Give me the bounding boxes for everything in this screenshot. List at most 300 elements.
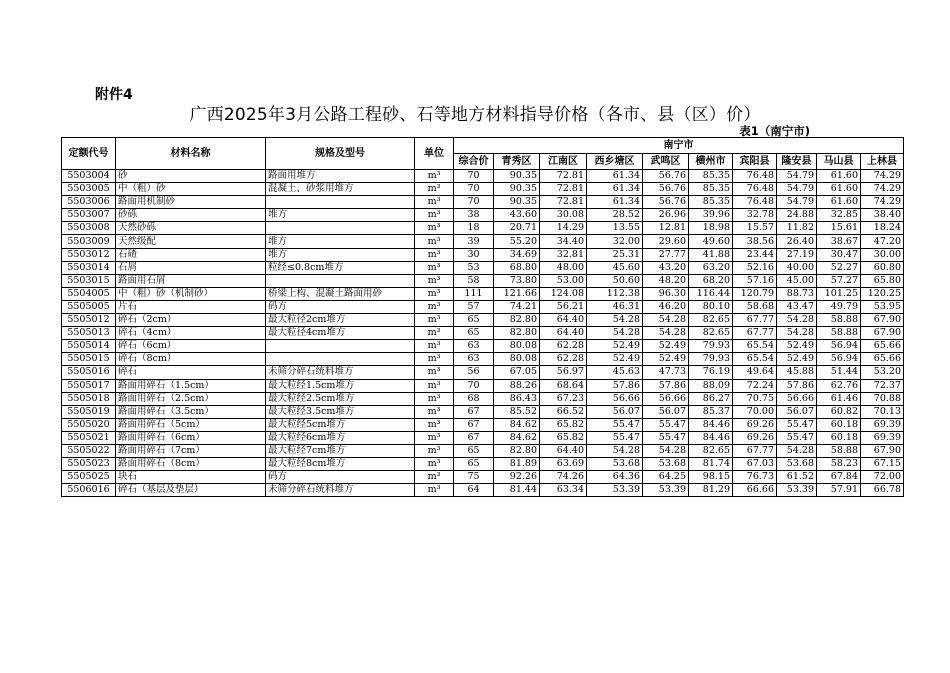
cell-spec: 路面用堆方	[266, 170, 415, 183]
cell-price: 65	[454, 458, 494, 471]
cell-unit: m³	[415, 196, 454, 209]
table-row	[62, 327, 904, 340]
document-title: 广西2025年3月公路工程砂、石等地方材料指导价格（各市、县（区）价）	[189, 105, 761, 125]
cell-price: 63.34	[540, 484, 587, 497]
cell-price: 70	[454, 183, 494, 196]
cell-name: 砂	[116, 170, 266, 183]
cell-price: 57.16	[733, 274, 777, 287]
cell-price: 65.66	[861, 353, 904, 366]
table-body	[62, 170, 904, 497]
cell-unit: m³	[415, 209, 454, 222]
cell-price: 67.84	[817, 471, 861, 484]
header-row-1	[62, 138, 904, 154]
cell-code: 5503005	[62, 183, 116, 196]
cell-price: 27.77	[643, 248, 689, 261]
header-column: 西乡塘区	[587, 154, 643, 170]
cell-unit: m³	[415, 458, 454, 471]
cell-price: 116.44	[689, 287, 733, 300]
cell-price: 56.76	[643, 170, 689, 183]
cell-price: 60.80	[861, 261, 904, 274]
cell-spec: 最大粒径4cm堆方	[266, 327, 415, 340]
cell-price: 45.00	[777, 274, 817, 287]
cell-price: 79.93	[689, 340, 733, 353]
cell-price: 15.61	[817, 222, 861, 235]
cell-price: 38.56	[733, 235, 777, 248]
cell-price: 30.47	[817, 248, 861, 261]
cell-price: 61.34	[587, 183, 643, 196]
cell-price: 63.69	[540, 458, 587, 471]
cell-price: 80.08	[494, 340, 540, 353]
cell-price: 28.52	[587, 209, 643, 222]
cell-price: 54.28	[777, 327, 817, 340]
cell-price: 69.26	[733, 418, 777, 431]
cell-price: 58.88	[817, 327, 861, 340]
table-row	[62, 418, 904, 431]
cell-price: 67.90	[861, 314, 904, 327]
cell-price: 46.31	[587, 300, 643, 313]
cell-price: 67	[454, 418, 494, 431]
cell-price: 53.68	[777, 458, 817, 471]
cell-price: 82.65	[689, 314, 733, 327]
header-column: 上林县	[861, 154, 904, 170]
header-column: 隆安县	[777, 154, 817, 170]
header-column: 横州市	[689, 154, 733, 170]
cell-price: 62.76	[817, 379, 861, 392]
cell-price: 53.95	[861, 300, 904, 313]
cell-price: 57.86	[643, 379, 689, 392]
cell-spec	[266, 196, 415, 209]
cell-spec	[266, 353, 415, 366]
cell-unit: m³	[415, 235, 454, 248]
price-table	[61, 137, 904, 497]
cell-name: 碎石（4cm）	[116, 327, 266, 340]
cell-price: 84.62	[494, 431, 540, 444]
cell-price: 54.28	[587, 314, 643, 327]
cell-price: 30.00	[861, 248, 904, 261]
cell-price: 67	[454, 431, 494, 444]
cell-name: 碎石	[116, 366, 266, 379]
cell-name: 路面用碎石（3.5cm）	[116, 405, 266, 418]
cell-price: 25.31	[587, 248, 643, 261]
cell-price: 62.28	[540, 340, 587, 353]
cell-price: 62.28	[540, 353, 587, 366]
cell-price: 14.29	[540, 222, 587, 235]
cell-code: 5505012	[62, 314, 116, 327]
cell-price: 55.47	[777, 431, 817, 444]
cell-price: 46.20	[643, 300, 689, 313]
cell-price: 84.46	[689, 431, 733, 444]
cell-spec: 未筛分碎石统料堆方	[266, 484, 415, 497]
header-column: 马山县	[817, 154, 861, 170]
cell-price: 54.28	[643, 314, 689, 327]
cell-price: 64.36	[587, 471, 643, 484]
cell-unit: m³	[415, 287, 454, 300]
cell-price: 66.78	[861, 484, 904, 497]
cell-spec: 堆方	[266, 235, 415, 248]
cell-price: 85.37	[689, 405, 733, 418]
header-column: 青秀区	[494, 154, 540, 170]
table-row	[62, 353, 904, 366]
cell-unit: m³	[415, 379, 454, 392]
cell-code: 5504005	[62, 287, 116, 300]
cell-price: 67.23	[540, 392, 587, 405]
cell-unit: m³	[415, 327, 454, 340]
cell-name: 块石	[116, 471, 266, 484]
cell-name: 砂砾	[116, 209, 266, 222]
cell-price: 65	[454, 314, 494, 327]
cell-price: 49.79	[817, 300, 861, 313]
cell-price: 64.40	[540, 314, 587, 327]
cell-price: 85.35	[689, 196, 733, 209]
cell-name: 石屑	[116, 261, 266, 274]
cell-price: 32.85	[817, 209, 861, 222]
cell-code: 5505013	[62, 327, 116, 340]
cell-code: 5503015	[62, 274, 116, 287]
cell-price: 34.69	[494, 248, 540, 261]
cell-price: 70	[454, 196, 494, 209]
cell-price: 66.66	[733, 484, 777, 497]
cell-price: 72.00	[861, 471, 904, 484]
cell-price: 76.73	[733, 471, 777, 484]
cell-price: 65.82	[540, 431, 587, 444]
cell-price: 90.35	[494, 196, 540, 209]
cell-name: 路面用碎石（2.5cm）	[116, 392, 266, 405]
cell-spec: 未筛分碎石统料堆方	[266, 366, 415, 379]
cell-unit: m³	[415, 392, 454, 405]
cell-unit: m³	[415, 418, 454, 431]
cell-name: 路面用碎石（1.5cm）	[116, 379, 266, 392]
cell-price: 56.66	[643, 392, 689, 405]
cell-price: 58.88	[817, 314, 861, 327]
cell-name: 路面用碎石（8cm）	[116, 458, 266, 471]
cell-price: 75	[454, 471, 494, 484]
cell-price: 69.26	[733, 431, 777, 444]
cell-unit: m³	[415, 170, 454, 183]
cell-price: 53.20	[861, 366, 904, 379]
cell-price: 47.73	[643, 366, 689, 379]
cell-price: 32.00	[587, 235, 643, 248]
table-row	[62, 405, 904, 418]
cell-price: 56.07	[587, 405, 643, 418]
cell-price: 72.24	[733, 379, 777, 392]
cell-price: 56	[454, 366, 494, 379]
cell-price: 32.81	[540, 248, 587, 261]
cell-name: 碎石（基层及垫层）	[116, 484, 266, 497]
cell-price: 86.27	[689, 392, 733, 405]
cell-price: 60.18	[817, 418, 861, 431]
cell-spec: 最大粒经3.5cm堆方	[266, 405, 415, 418]
header-unit: 单位	[415, 138, 454, 170]
header-column: 宾阳县	[733, 154, 777, 170]
table-row	[62, 484, 904, 497]
cell-price: 52.49	[587, 353, 643, 366]
cell-price: 55.47	[643, 418, 689, 431]
cell-price: 61.34	[587, 170, 643, 183]
cell-code: 5505017	[62, 379, 116, 392]
cell-price: 54.28	[777, 444, 817, 457]
cell-price: 32.78	[733, 209, 777, 222]
table-row	[62, 170, 904, 183]
cell-spec: 最大粒经7cm堆方	[266, 444, 415, 457]
cell-price: 30.08	[540, 209, 587, 222]
cell-name: 中（粗）砂（机制砂）	[116, 287, 266, 300]
cell-spec: 混凝土、砂浆用堆方	[266, 183, 415, 196]
table-row	[62, 366, 904, 379]
cell-price: 101.25	[817, 287, 861, 300]
cell-price: 69.39	[861, 418, 904, 431]
cell-price: 52.49	[777, 340, 817, 353]
cell-price: 85.35	[689, 170, 733, 183]
cell-price: 57.86	[777, 379, 817, 392]
cell-price: 50.60	[587, 274, 643, 287]
cell-price: 82.80	[494, 444, 540, 457]
cell-code: 5505020	[62, 418, 116, 431]
cell-spec	[266, 340, 415, 353]
cell-price: 58.23	[817, 458, 861, 471]
cell-price: 53.68	[587, 458, 643, 471]
cell-price: 24.88	[777, 209, 817, 222]
cell-spec: 最大粒经8cm堆方	[266, 458, 415, 471]
cell-price: 73.80	[494, 274, 540, 287]
cell-price: 54.79	[777, 196, 817, 209]
cell-code: 5505015	[62, 353, 116, 366]
cell-price: 61.60	[817, 183, 861, 196]
cell-spec: 堆方	[266, 248, 415, 261]
cell-unit: m³	[415, 353, 454, 366]
cell-price: 49.64	[733, 366, 777, 379]
cell-price: 52.49	[587, 340, 643, 353]
cell-price: 54.28	[587, 327, 643, 340]
cell-price: 64.25	[643, 471, 689, 484]
cell-name: 天然砂砾	[116, 222, 266, 235]
cell-name: 路面用机制砂	[116, 196, 266, 209]
cell-price: 56.97	[540, 366, 587, 379]
table-row	[62, 444, 904, 457]
cell-price: 67.77	[733, 327, 777, 340]
cell-price: 88.09	[689, 379, 733, 392]
cell-name: 碎石（6cm）	[116, 340, 266, 353]
cell-code: 5503014	[62, 261, 116, 274]
cell-price: 54.28	[643, 444, 689, 457]
table-row	[62, 274, 904, 287]
cell-spec: 最大粒经5cm堆方	[266, 418, 415, 431]
cell-price: 43.20	[643, 261, 689, 274]
cell-spec	[266, 222, 415, 235]
cell-price: 90.35	[494, 170, 540, 183]
cell-price: 76.48	[733, 183, 777, 196]
table-row	[62, 314, 904, 327]
table-row	[62, 248, 904, 261]
cell-price: 67	[454, 405, 494, 418]
cell-price: 88.73	[777, 287, 817, 300]
cell-name: 路面用石屑	[116, 274, 266, 287]
cell-price: 54.79	[777, 183, 817, 196]
cell-price: 124.08	[540, 287, 587, 300]
cell-price: 45.60	[587, 261, 643, 274]
cell-name: 碎石（8cm）	[116, 353, 266, 366]
cell-code: 5506016	[62, 484, 116, 497]
cell-unit: m³	[415, 444, 454, 457]
cell-price: 15.57	[733, 222, 777, 235]
cell-price: 45.63	[587, 366, 643, 379]
cell-spec: 最大粒经6cm堆方	[266, 431, 415, 444]
cell-price: 81.74	[689, 458, 733, 471]
cell-price: 45.88	[777, 366, 817, 379]
cell-name: 中（粗）砂	[116, 183, 266, 196]
cell-price: 48.00	[540, 261, 587, 274]
cell-unit: m³	[415, 431, 454, 444]
cell-name: 石碴	[116, 248, 266, 261]
cell-price: 58.68	[733, 300, 777, 313]
cell-price: 54.28	[587, 444, 643, 457]
cell-price: 67.15	[861, 458, 904, 471]
cell-code: 5505022	[62, 444, 116, 457]
table-row	[62, 300, 904, 313]
cell-price: 56.66	[587, 392, 643, 405]
cell-price: 52.49	[777, 353, 817, 366]
cell-price: 70	[454, 170, 494, 183]
cell-price: 86.43	[494, 392, 540, 405]
table-row	[62, 392, 904, 405]
cell-price: 74.29	[861, 196, 904, 209]
cell-code: 5503007	[62, 209, 116, 222]
cell-price: 52.16	[733, 261, 777, 274]
cell-price: 55.47	[777, 418, 817, 431]
cell-price: 56.94	[817, 353, 861, 366]
cell-price: 111	[454, 287, 494, 300]
cell-price: 58	[454, 274, 494, 287]
cell-unit: m³	[415, 484, 454, 497]
header-region: 南宁市	[454, 138, 904, 154]
cell-price: 57	[454, 300, 494, 313]
cell-price: 38.40	[861, 209, 904, 222]
cell-price: 63.20	[689, 261, 733, 274]
cell-price: 52.49	[643, 353, 689, 366]
cell-price: 81.29	[689, 484, 733, 497]
cell-price: 38.67	[817, 235, 861, 248]
cell-price: 40.00	[777, 261, 817, 274]
cell-price: 64.40	[540, 327, 587, 340]
cell-spec	[266, 274, 415, 287]
cell-price: 56.76	[643, 183, 689, 196]
cell-price: 56.07	[777, 405, 817, 418]
cell-price: 68.80	[494, 261, 540, 274]
cell-price: 43.47	[777, 300, 817, 313]
cell-name: 路面用碎石（5cm）	[116, 418, 266, 431]
cell-price: 72.81	[540, 183, 587, 196]
cell-price: 74.26	[540, 471, 587, 484]
cell-price: 80.08	[494, 353, 540, 366]
cell-price: 30	[454, 248, 494, 261]
cell-price: 70.00	[733, 405, 777, 418]
cell-code: 5505016	[62, 366, 116, 379]
header-column: 武鸣区	[643, 154, 689, 170]
cell-unit: m³	[415, 471, 454, 484]
cell-price: 64.40	[540, 444, 587, 457]
cell-price: 47.20	[861, 235, 904, 248]
cell-price: 68.20	[689, 274, 733, 287]
cell-price: 65	[454, 327, 494, 340]
cell-unit: m³	[415, 222, 454, 235]
cell-spec: 桥梁上构、混凝土路面用砂	[266, 287, 415, 300]
cell-price: 67.77	[733, 444, 777, 457]
cell-price: 82.65	[689, 444, 733, 457]
cell-price: 58.88	[817, 444, 861, 457]
cell-price: 85.52	[494, 405, 540, 418]
cell-price: 38	[454, 209, 494, 222]
table-row	[62, 287, 904, 300]
cell-name: 片石	[116, 300, 266, 313]
cell-name: 路面用碎石（7cm）	[116, 444, 266, 457]
cell-unit: m³	[415, 405, 454, 418]
cell-unit: m³	[415, 340, 454, 353]
cell-price: 52.27	[817, 261, 861, 274]
cell-price: 53.00	[540, 274, 587, 287]
cell-price: 56.94	[817, 340, 861, 353]
cell-price: 39.96	[689, 209, 733, 222]
cell-price: 81.89	[494, 458, 540, 471]
cell-code: 5503004	[62, 170, 116, 183]
cell-price: 65.54	[733, 340, 777, 353]
cell-price: 57.91	[817, 484, 861, 497]
cell-price: 61.60	[817, 196, 861, 209]
cell-price: 65.80	[861, 274, 904, 287]
cell-code: 5505014	[62, 340, 116, 353]
cell-price: 70.75	[733, 392, 777, 405]
cell-price: 48.20	[643, 274, 689, 287]
cell-name: 天然级配	[116, 235, 266, 248]
cell-price: 98.15	[689, 471, 733, 484]
cell-price: 120.79	[733, 287, 777, 300]
cell-price: 74.29	[861, 170, 904, 183]
cell-unit: m³	[415, 314, 454, 327]
cell-unit: m³	[415, 248, 454, 261]
cell-spec: 最大粒经1.5cm堆方	[266, 379, 415, 392]
cell-price: 52.49	[643, 340, 689, 353]
cell-unit: m³	[415, 300, 454, 313]
cell-price: 53.39	[643, 484, 689, 497]
header-spec: 规格及型号	[266, 138, 415, 170]
cell-price: 29.60	[643, 235, 689, 248]
cell-price: 53.39	[777, 484, 817, 497]
cell-price: 23.44	[733, 248, 777, 261]
cell-price: 49.60	[689, 235, 733, 248]
cell-price: 56.07	[643, 405, 689, 418]
cell-price: 43.60	[494, 209, 540, 222]
cell-code: 5503012	[62, 248, 116, 261]
cell-name: 路面用碎石（6cm）	[116, 431, 266, 444]
cell-price: 70.88	[861, 392, 904, 405]
header-column: 江南区	[540, 154, 587, 170]
table-row	[62, 340, 904, 353]
cell-price: 67.90	[861, 444, 904, 457]
cell-price: 65.82	[540, 418, 587, 431]
cell-price: 55.47	[587, 418, 643, 431]
cell-code: 5505018	[62, 392, 116, 405]
cell-spec: 最大粒径2cm堆方	[266, 314, 415, 327]
attachment-label: 附件4	[95, 87, 133, 103]
cell-unit: m³	[415, 261, 454, 274]
cell-price: 51.44	[817, 366, 861, 379]
table-row	[62, 431, 904, 444]
cell-price: 81.44	[494, 484, 540, 497]
cell-spec: 码方	[266, 471, 415, 484]
cell-price: 90.35	[494, 183, 540, 196]
cell-price: 112.38	[587, 287, 643, 300]
cell-price: 57.86	[587, 379, 643, 392]
cell-price: 92.26	[494, 471, 540, 484]
cell-price: 65.66	[861, 340, 904, 353]
